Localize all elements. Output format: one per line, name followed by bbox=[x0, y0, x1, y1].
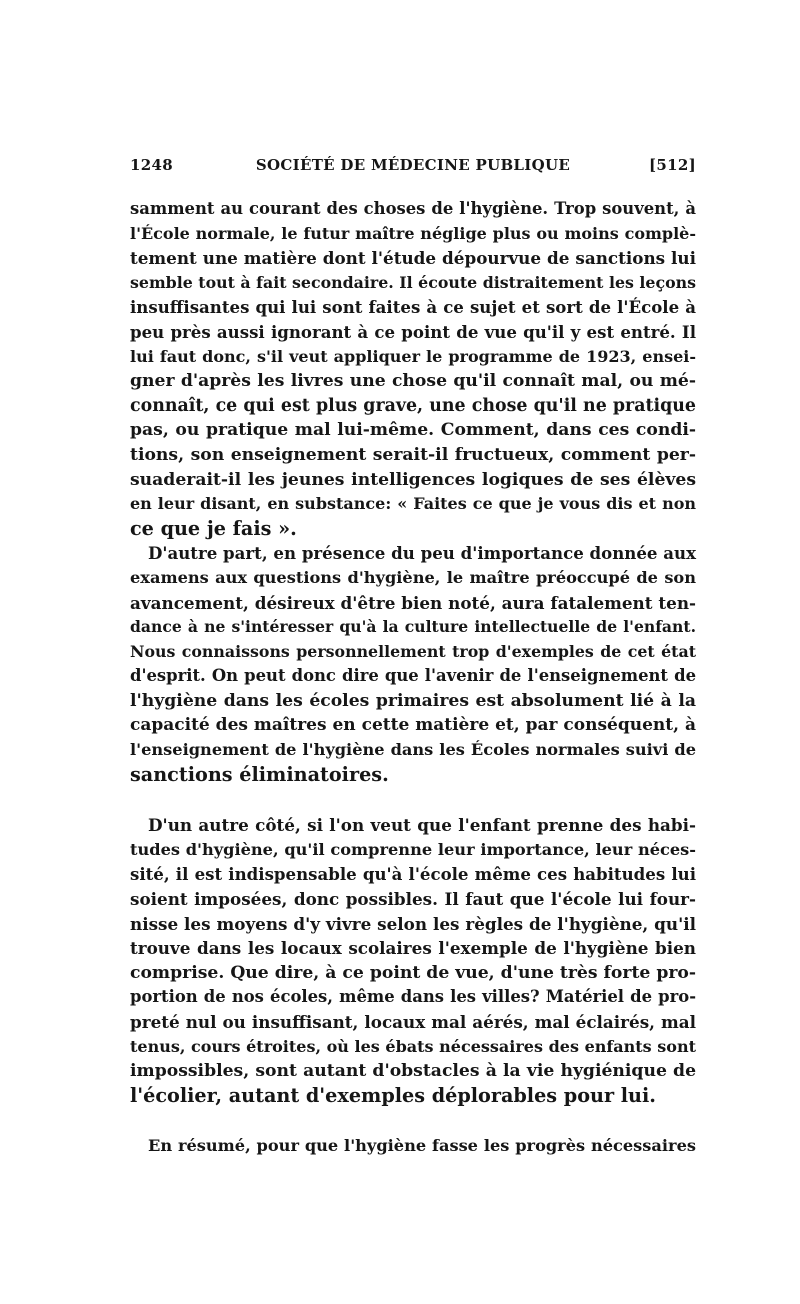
text-line: en leur disant, en substance: « Faites ce que je vous dis et non bbox=[130, 494, 696, 514]
text-line: tions, son enseignement serait-il fructueux, comment per- bbox=[130, 444, 696, 465]
text-line: sité, il est indispensable qu'à l'école même ces habitudes lui bbox=[130, 864, 696, 885]
text-line: insuffisantes qui lui sont faites à ce sujet et sort de l'École à bbox=[130, 297, 696, 318]
text-line: comprise. Que dire, à ce point de vue, d'une très forte pro- bbox=[130, 962, 696, 983]
text-line: l'hygiène dans les écoles primaires est absolument lié à la bbox=[130, 690, 696, 711]
text-line: capacité des maîtres en cette matière et, par conséquent, à bbox=[130, 715, 696, 736]
text-line: tudes d'hygiène, qu'il comprenne leur importance, leur néces- bbox=[130, 839, 696, 859]
paragraph-3 bbox=[130, 813, 696, 1108]
text-line: l'écolier, autant d'exemples déplorables pour lui. bbox=[130, 1083, 656, 1107]
text-line: pas, ou pratique mal lui-même. Comment, dans ces condi- bbox=[130, 420, 696, 441]
text-line: dance à ne s'intéresser qu'à la culture intellectuelle de l'enfant. bbox=[130, 617, 696, 637]
text-line: trouve dans les locaux scolaires l'exemple de l'hygiène bien bbox=[130, 938, 696, 959]
text-line: preté nul ou insuffisant, locaux mal aérés, mal éclairés, mal bbox=[130, 1012, 696, 1032]
text-line: nisse les moyens d'y vivre selon les règles de l'hygiène, qu'il bbox=[130, 913, 696, 934]
text-line: l'enseignement de l'hygiène dans les Écoles normales suivi de bbox=[130, 740, 696, 760]
text-line: l'École normale, le futur maître néglige plus ou moins complè- bbox=[130, 223, 696, 243]
text-line: lui faut donc, s'il veut appliquer le programme de 1923, ensei- bbox=[130, 346, 696, 366]
text-line: sanctions éliminatoires. bbox=[130, 762, 389, 786]
text-line: avancement, désireux d'être bien noté, aura fatalement ten- bbox=[130, 592, 696, 613]
original-page-number: [512] bbox=[648, 156, 696, 174]
text-line: suaderait-il les jeunes intelligences logiques de ses élèves bbox=[130, 469, 696, 490]
text-line: impossibles, sont autant d'obstacles à la vie hygiénique de bbox=[130, 1061, 696, 1082]
paragraph-1 bbox=[130, 197, 696, 541]
text-line: ce que je fais ». bbox=[130, 516, 297, 540]
paragraph-gap bbox=[130, 1108, 696, 1134]
text-line: peu près aussi ignorant à ce point de vue qu'il y est entré. Il bbox=[130, 321, 696, 342]
text-line: semble tout à fait secondaire. Il écoute distraitement les leçons bbox=[130, 272, 696, 292]
text-line: D'un autre côté, si l'on veut que l'enfant prenne des habi- bbox=[148, 815, 696, 836]
page-number: 1248 bbox=[130, 156, 173, 174]
paragraph-2 bbox=[130, 541, 696, 787]
text-line: connaît, ce qui est plus grave, une chose qu'il ne pratique bbox=[130, 395, 696, 416]
text-line: soient imposées, donc possibles. Il faut que l'école lui four- bbox=[130, 889, 696, 910]
text-line: En résumé, pour que l'hygiène fasse les progrès nécessaires bbox=[148, 1136, 696, 1156]
text-line: gner d'après les livres une chose qu'il connaît mal, ou mé- bbox=[130, 371, 696, 392]
text-line: d'esprit. On peut donc dire que l'avenir de l'enseignement de bbox=[130, 666, 696, 686]
text-line: tement une matière dont l'étude dépourvue de sanctions lui bbox=[130, 248, 696, 269]
text-line: examens aux questions d'hygiène, le maître préoccupé de son bbox=[130, 567, 696, 587]
text-line: portion de nos écoles, même dans les villes? Matériel de pro- bbox=[130, 987, 696, 1007]
journal-title: SOCIÉTÉ DE MÉDECINE PUBLIQUE bbox=[255, 156, 571, 174]
text-line: Nous connaissons personnellement trop d'exemples de cet état bbox=[130, 641, 696, 661]
text-line: samment au courant des choses de l'hygiène. Trop souvent, à bbox=[130, 199, 696, 218]
text-line: D'autre part, en présence du peu d'importance donnée aux bbox=[148, 543, 696, 564]
running-head bbox=[130, 156, 696, 180]
paragraph-4 bbox=[130, 1134, 696, 1159]
body-text bbox=[130, 197, 696, 1159]
text-line: tenus, cours étroites, où les ébats nécessaires des enfants sont bbox=[130, 1036, 696, 1056]
paragraph-gap bbox=[130, 787, 696, 813]
